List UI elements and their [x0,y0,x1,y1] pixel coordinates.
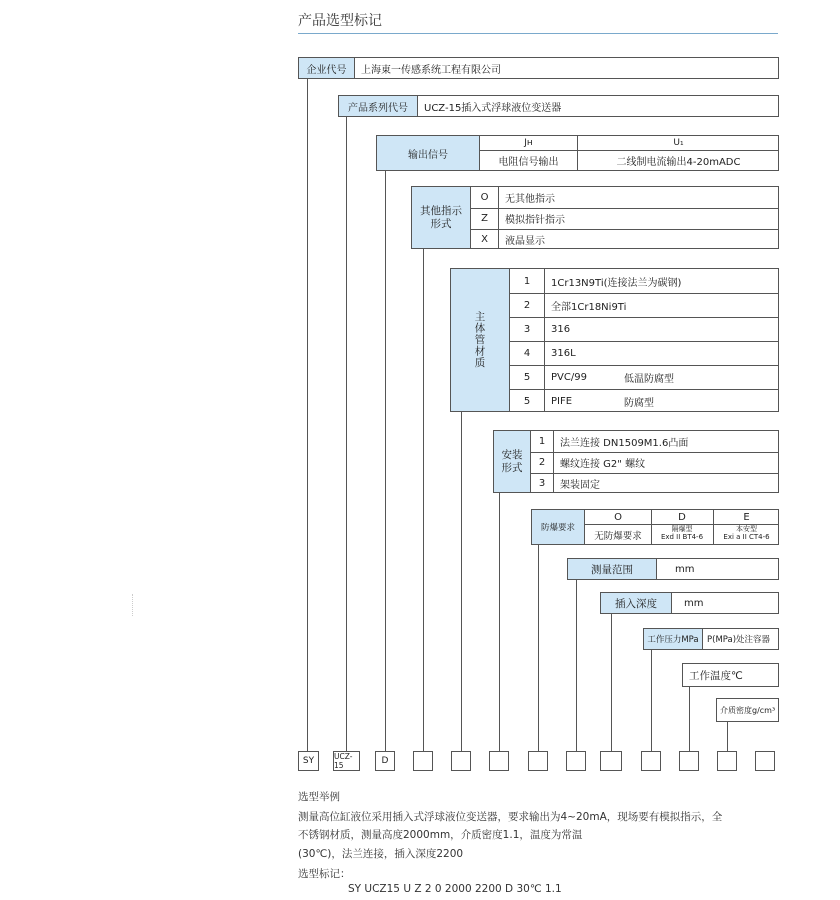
material-desc: 316L [551,347,576,359]
leader-line [651,650,652,751]
leader-line [307,79,308,751]
indicator-desc: 无其他指示 [505,194,555,205]
install-code: 2 [538,457,546,468]
code-box [600,751,622,771]
example-line: 测量高位缸液位采用插入式浮球液位变送器，要求输出为4~20mA，现场要有模拟指示，全 [298,811,723,823]
temperature-label: 工作温度℃ [682,663,779,687]
page-title: 产品选型标记 [298,13,382,29]
code-box [755,751,775,771]
output-table [479,135,779,171]
leader-line [423,249,424,751]
explosion-desc-flameproof: 隔爆型 Exd II BT4-6 [660,525,704,541]
output-code-j: Jн [524,138,533,148]
code-box [489,751,509,771]
explosion-code: E [743,511,750,523]
leader-line [461,412,462,751]
indicator-code: Z [481,213,488,224]
series-value: UCZ-15插入式浮球液位变送器 [417,95,779,117]
depth-label: 插入深度 [600,592,672,614]
explosion-code: O [614,511,622,523]
install-desc: 法兰连接 DN1509M1.6凸面 [560,438,689,449]
install-label: 安装形式 [501,448,523,474]
material-desc: PIFE [551,395,573,407]
example-line: 不锈钢材质，测量高度2000mm，介质密度1.1，温度为常温 [298,829,583,841]
leader-line [499,493,500,751]
leader-line [727,722,728,751]
install-desc: 架装固定 [560,480,600,491]
leader-line [538,545,539,751]
material-label-box [450,268,510,412]
code-box [679,751,699,771]
explosion-desc: 无防爆要求 [594,530,642,542]
material-code: 1 [523,275,531,287]
enterprise-label: 企业代号 [298,57,355,79]
range-label: 测量范围 [567,558,657,580]
indicator-desc: 模拟指针指示 [505,215,565,226]
material-desc: PVC/99 [551,371,587,383]
density-label: 介质密度g/cm³ [716,698,779,722]
leader-line [689,687,690,751]
material-desc: 1Cr13N9Ti(连接法兰为碳钢) [551,277,682,289]
depth-unit: mm [671,592,779,614]
output-desc-resistance: 电阻信号输出 [498,157,559,168]
material-code: 5 [523,371,531,383]
code-box [717,751,737,771]
example-heading: 选型举例 [298,791,340,803]
material-note: 防腐型 [624,397,654,409]
output-desc-current: 二线制电流输出4-20mADC [616,157,741,168]
indicator-code: O [480,192,489,203]
explosion-code: D [678,511,686,523]
enterprise-value: 上海東一传感系统工程有限公司 [354,57,779,79]
indicator-code: X [481,234,488,245]
material-desc: 316 [551,323,571,335]
leader-line [385,171,386,751]
install-label-box [493,430,531,493]
code-box [528,751,548,771]
material-label: 主体管材质 [473,311,486,369]
install-table [530,430,779,493]
explosion-table [584,509,779,545]
explosion-desc-intrinsic: 本安型 Exi a II CT4-6 [723,525,770,541]
mark-heading: 选型标记： [298,868,351,880]
code-box: UCZ-15 [333,751,360,771]
code-box [413,751,433,771]
mark-value: SY UCZ15 U Z 2 0 2000 2200 D 30℃ 1.1 [348,883,562,895]
leader-line [346,117,347,751]
output-code-u: U₁ [673,138,684,148]
output-label: 输出信号 [376,135,480,171]
pressure-value: P(MPa)处注容器 [702,628,779,650]
material-table [509,268,779,412]
title-divider [298,33,778,34]
code-box [451,751,471,771]
leader-line [576,580,577,751]
material-code: 3 [523,323,531,335]
material-code: 4 [523,347,531,359]
series-label: 产品系列代号 [338,95,418,117]
code-box [641,751,661,771]
material-note: 低温防腐型 [624,373,674,385]
install-code: 1 [538,436,546,447]
leader-line [611,614,612,751]
example-line: (30℃)，法兰连接，插入深度2200 [298,848,464,860]
code-box: D [375,751,395,771]
indicator-label: 其他指示形式 [411,186,471,249]
code-box [566,751,586,771]
install-desc: 螺纹连接 G2" 螺纹 [560,459,646,470]
indicator-table [470,186,779,249]
explosion-label: 防爆要求 [531,509,585,545]
scan-artifact [132,594,133,616]
material-code: 2 [523,299,531,311]
install-code: 3 [538,478,546,489]
material-code: 5 [523,395,531,407]
code-box: SY [298,751,319,771]
indicator-desc: 液晶显示 [505,236,545,247]
material-desc: 全部1Cr18Ni9Ti [551,301,627,313]
pressure-label: 工作压力MPa [643,628,703,650]
range-unit: mm [656,558,779,580]
